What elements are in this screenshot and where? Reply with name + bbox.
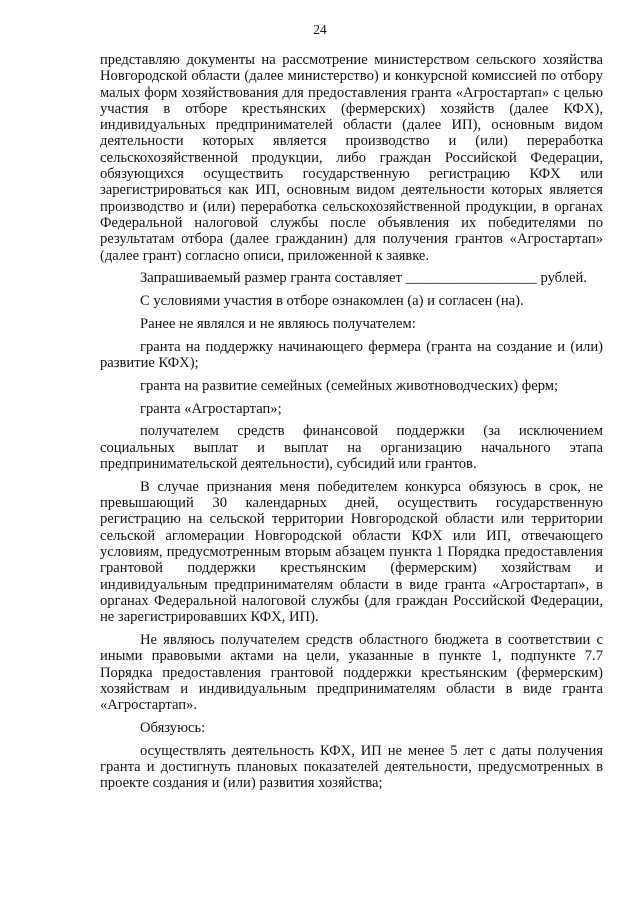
paragraph-financial-support: получателем средств финансовой поддержки (за исключением социальных выплат и выплат на организацию начального этапа предпринимательской деятельности), субсидий или грантов. [100,423,603,473]
paragraph-grant-amount: Запрашиваемый размер гранта составляет __________________ рублей. [140,270,587,287]
paragraph-agrostartap-grant: гранта «Агростартап»; [140,400,282,417]
paragraph-previous-recipient: Ранее не являлся и не являюсь получателем: [140,315,416,332]
paragraph-beginner-farmer-grant: гранта на поддержку начинающего фермера (гранта на создание и (или) развитие КФХ); [100,338,603,372]
paragraph-application-intro: представляю документы на рассмотрение министерством сельского хозяйства Новгородской области (далее министерство) и конкурсной комиссией по отбору малых форм хозяйствования для предоставления гранта «Агростартап» с целью участия в отборе крестьянских (фермерских) хозяйств (далее КФХ), индивидуальных предпринимателей области (далее ИП), основным видом деятельности которых является производство и (или) переработка сельскохозяйственной продукции, либо граждан Российской Федерации, обязующихся осуществить государственную регистрацию КФХ или зарегистрироваться как ИП, основным видом деятельности которых является производство и (или) переработка сельскохозяйственной продукции, в органах Федеральной налоговой службы после объявления их победителями по результатам отбора (далее гражданин) для получения грантов «Агростартап» (далее грант) согласно описи, приложенной к заявке. [100,52,603,264]
page-number: 24 [313,22,327,37]
paragraph-activity-obligation: осуществлять деятельность КФХ, ИП не менее 5 лет с даты получения гранта и достигнуть плановых показателей деятельности, предусмотренных в проекте создания и (или) развития хозяйства; [100,742,603,792]
paragraph-family-farm-grant: гранта на развитие семейных (семейных животноводческих) ферм; [140,377,559,394]
paragraph-registration-obligation: В случае признания меня победителем конкурса обязуюсь в срок, не превышающий 30 календарных дней, осуществить государственную регистрацию на сельской территории Новгородской области или территории сельской агломерации Новгородской области КФХ или ИП, отвечающего условиям, предусмотренным вторым абзацем пункта 1 Порядка предоставления грантовой поддержки крестьянским (фермерским) хозяйствам и индивидуальным предпринимателям области в виде гранта «Агростартап», в органах Федеральной налоговой службы (для граждан Российской Федерации, не зарегистрировавших КФХ, ИП). [100,478,603,626]
paragraph-regional-budget: Не являюсь получателем средств областного бюджета в соответствии с иными правовыми актами на цели, указанные в пункте 1, подпункте 7.7 Порядка предоставления грантовой поддержки крестьянским (фермерским) хозяйствам и индивидуальным предпринимателям области в виде гранта «Агростартап». [100,632,603,714]
paragraph-conditions-agreement: С условиями участия в отборе ознакомлен (а) и согласен (на). [140,293,524,310]
document-body [100,52,603,798]
paragraph-obligations-heading: Обязуюсь: [140,719,206,736]
